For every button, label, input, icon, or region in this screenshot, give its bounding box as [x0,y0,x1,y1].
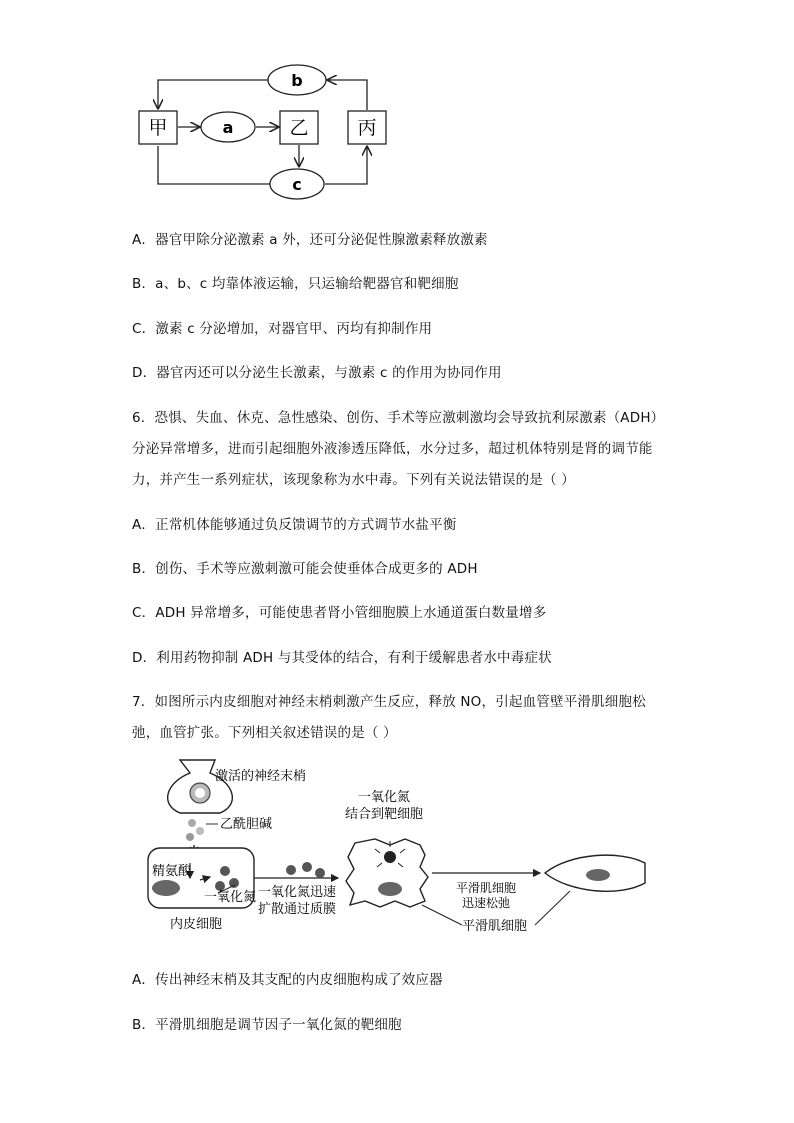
q5-option-b: B．a、b、c 均靠体液运输，只运输给靶器官和靶细胞 [132,276,459,292]
no-bind-label-1: 一氧化氮 [358,790,411,805]
smooth-muscle-label: 平滑肌细胞 [462,919,528,934]
endothelial-nucleus [152,880,180,896]
box-yi-label: 乙 [289,117,309,139]
q7-stem-line-2: 弛，血管扩张。下列相关叙述错误的是（ ） [132,725,397,741]
q5-option-c: C．激素 c 分泌增加，对器官甲、丙均有抑制作用 [132,321,433,337]
relax-label-1: 平滑肌细胞 [456,881,517,895]
acetylcholine-label: 乙酰胆碱 [220,817,273,832]
no-label: 一氧化氮 [204,890,257,905]
q6-option-a: A．正常机体能够通过负反馈调节的方式调节水盐平衡 [132,517,457,533]
no-diffuse-label-2: 扩散通过质膜 [258,902,337,917]
endothelial-cell-label: 内皮细胞 [170,917,223,932]
oval-b-label: b [291,71,303,90]
q5-option-d: D．器官丙还可以分泌生长激素，与激素 c 的作用为协同作用 [132,365,502,381]
q6-stem-line-3: 力，并产生一系列症状，该现象称为水中毒。下列有关说法错误的是（ ） [132,472,575,488]
q7-option-b: B．平滑肌细胞是调节因子一氧化氮的靶细胞 [132,1017,402,1033]
nitric-oxide-pathway-figure [140,755,650,940]
acetylcholine-dot [188,819,196,827]
arginine-label: 精氨酸 [152,864,192,879]
oval-a-label: a [222,118,234,137]
q6-stem-line-2: 分泌异常增多，进而引起细胞外液渗透压降低，水分过多，超过机体特别是肾的调节能 [132,441,653,457]
q5-option-a: A．器官甲除分泌激素 a 外，还可分泌促性腺激素释放激素 [132,232,488,248]
hormone-regulation-diagram [130,60,400,205]
q7-option-a: A．传出神经末梢及其支配的内皮细胞构成了效应器 [132,972,443,988]
q6-stem-line-1: 6．恐惧、失血、休克、急性感染、创伤、手术等应激刺激均会导致抗利尿激素（ADH） [132,410,665,426]
box-bing-label: 丙 [357,117,377,139]
no-diffuse-label-1: 一氧化氮迅速 [258,885,337,900]
oval-c-label: c [292,175,302,194]
relax-label-2: 迅速松弛 [462,896,511,910]
q6-option-c: C．ADH 异常增多，可能使患者肾小管细胞膜上水通道蛋白数量增多 [132,605,547,621]
no-molecule-dot [220,866,230,876]
nerve-ending-label: 激活的神经末梢 [215,769,307,784]
q6-option-d: D．利用药物抑制 ADH 与其受体的结合，有利于缓解患者水中毒症状 [132,650,552,666]
box-jia-label: 甲 [148,117,168,139]
q7-stem-line-1: 7．如图所示内皮细胞对神经末梢刺激产生反应，释放 NO，引起血管壁平滑肌细胞松 [132,694,646,710]
no-bind-label-2: 结合到靶细胞 [345,807,424,822]
smooth-muscle-cell-contracted [346,839,428,907]
q6-option-b: B．创伤、手术等应激刺激可能会使垂体合成更多的 ADH [132,561,478,577]
